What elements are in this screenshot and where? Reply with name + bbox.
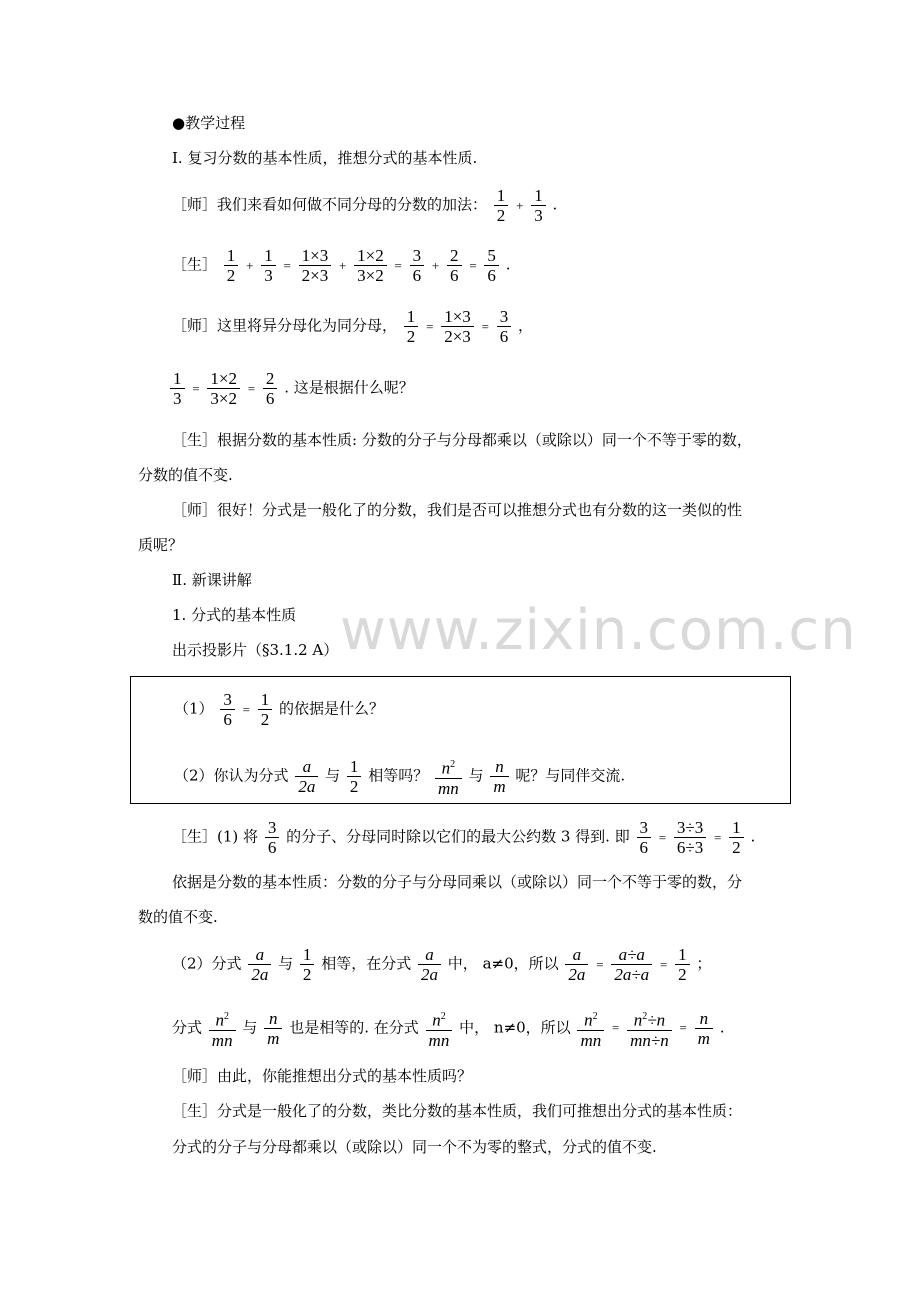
denominator: 2: [675, 964, 690, 984]
fraction: [565, 945, 588, 984]
denominator: 2: [300, 964, 315, 984]
text: ［生］: [172, 255, 218, 274]
denominator: m: [264, 1028, 282, 1048]
text: 也是相等的. 在分式: [289, 1018, 419, 1037]
text: 与: [278, 954, 294, 973]
operator: +: [516, 197, 524, 213]
text: ［师］我们来看如何做不同分母的分数的加法：: [172, 195, 488, 214]
exponent: 2: [223, 1011, 229, 1022]
text: （2）你认为分式: [174, 766, 289, 785]
fraction: [410, 246, 425, 285]
fraction: [299, 246, 332, 285]
numerator: 1: [678, 945, 687, 964]
numerator: a: [572, 945, 582, 964]
denominator: 6: [410, 265, 425, 285]
denominator: 3: [261, 265, 276, 285]
fraction: [248, 945, 271, 984]
denominator: 2a: [248, 964, 271, 984]
line-student-answer-2a: [172, 945, 711, 984]
operator: =: [283, 257, 291, 273]
denominator: mn÷n: [627, 1030, 672, 1050]
fraction: [531, 186, 546, 225]
text: ［生］(1) 将: [172, 827, 259, 846]
denominator: 3: [170, 388, 185, 408]
text: .: [505, 255, 511, 274]
fraction: [441, 307, 474, 346]
numerator: 1: [226, 246, 236, 265]
numerator: a: [425, 945, 434, 964]
exponent: 2: [642, 1011, 648, 1022]
text: 相等，在分式: [321, 954, 412, 973]
operator: =: [247, 380, 256, 396]
exponent: 2: [440, 1011, 446, 1022]
operator: =: [481, 318, 489, 334]
fraction: [300, 945, 315, 984]
var: n: [215, 1010, 224, 1030]
text: 呢？与同伴交流.: [515, 766, 626, 785]
paragraph-line: 质呢？: [138, 536, 184, 554]
fraction: [611, 945, 652, 984]
fraction: [675, 945, 690, 984]
denominator: 2: [729, 837, 744, 857]
denominator: 2: [404, 326, 419, 346]
fraction: [224, 246, 239, 285]
var: n: [584, 1010, 593, 1030]
operator: =: [659, 956, 668, 972]
operator: =: [679, 1020, 687, 1036]
text: 中，: [459, 1018, 490, 1037]
numerator: [577, 1007, 604, 1030]
numerator: 1: [496, 186, 506, 205]
denominator: 6: [637, 837, 652, 857]
denominator: 2: [494, 205, 509, 225]
text: （2）分式: [172, 954, 242, 973]
fraction: [494, 186, 509, 225]
line-teacher-add: [172, 186, 557, 225]
numerator: [435, 755, 462, 778]
line-student-answer-1: [172, 818, 755, 857]
operator: =: [469, 257, 477, 273]
text: 的依据是什么？: [279, 699, 385, 718]
numerator: 2: [450, 246, 459, 265]
numerator: 1: [173, 369, 182, 388]
fraction: [435, 755, 462, 798]
text: 相等吗？: [368, 766, 429, 785]
box-question-2: [174, 755, 625, 798]
line-teacher-common-denominator: [172, 307, 533, 346]
text: （1）: [174, 699, 214, 718]
fraction: [627, 1007, 672, 1050]
fraction: [418, 945, 441, 984]
numerator: 1×3: [444, 307, 471, 326]
denominator: 6: [497, 326, 512, 346]
fraction: [264, 1009, 282, 1048]
text: .: [719, 1018, 725, 1037]
line-student-answer-2b: [172, 1007, 725, 1050]
fraction: [347, 757, 362, 796]
numerator: 1: [349, 756, 359, 776]
numerator: a: [255, 945, 265, 964]
numerator: [209, 1007, 236, 1030]
denominator: 3×2: [207, 388, 240, 408]
fraction: [729, 818, 744, 857]
denominator: 6: [447, 265, 462, 285]
box-question-1: [174, 690, 384, 729]
numerator: n: [699, 1008, 709, 1028]
text: 分式: [172, 1018, 203, 1037]
fraction: [220, 690, 235, 729]
denominator: 6÷3: [674, 837, 706, 857]
numerator: 1×3: [301, 246, 329, 265]
text: 的分子、分母同时除以它们的最大公约数 3 得到. 即: [286, 827, 630, 846]
numerator: 3: [223, 690, 232, 709]
text: 与: [325, 766, 341, 785]
numerator: 1: [406, 307, 416, 326]
fraction: [209, 1007, 236, 1050]
fraction: [354, 246, 387, 285]
numerator: 1×2: [357, 246, 384, 265]
operator: +: [431, 257, 440, 273]
fraction: [674, 818, 706, 857]
denominator: 2×3: [299, 265, 332, 285]
denominator: m: [695, 1028, 713, 1048]
paragraph-line: 依据是分数的基本性质：分数的分子与分母同乘以（或除以）同一个不等于零的数，分: [172, 873, 743, 891]
paragraph-line: ［生］根据分数的基本性质: 分数的分子与分母都乘以（或除以）同一个不等于零的数，: [172, 431, 752, 449]
numerator: 1: [260, 690, 270, 709]
var: n: [432, 1010, 441, 1030]
fraction: [265, 818, 280, 857]
operator: +: [338, 257, 347, 273]
fraction: [263, 369, 278, 408]
paragraph-line: 数的值不变.: [138, 908, 218, 926]
fraction: [484, 246, 499, 285]
fraction: [426, 1007, 453, 1050]
line-student-compute: [172, 246, 510, 285]
operator: =: [714, 829, 722, 845]
numerator: 3: [499, 307, 509, 326]
subsection-title: 1. 分式的基本性质: [172, 606, 297, 624]
operator: =: [426, 318, 434, 334]
fraction: [490, 757, 508, 796]
section-two-title: Ⅱ. 新课讲解: [172, 571, 252, 589]
var: n: [441, 758, 451, 778]
denominator: mn: [209, 1030, 236, 1050]
text: 与: [468, 766, 484, 785]
fraction: [295, 757, 318, 796]
denominator: mn: [435, 778, 462, 798]
numerator: a: [302, 756, 312, 776]
denominator: mn: [426, 1030, 453, 1050]
fraction: [497, 307, 512, 346]
denominator: 2a: [418, 964, 441, 984]
numerator: [426, 1007, 453, 1030]
fraction: [404, 307, 419, 346]
numerator: 5: [487, 246, 496, 265]
numerator: 3÷3: [676, 818, 704, 837]
projection-note: 出示投影片（§3.1.2 A）: [172, 641, 339, 659]
var: n: [633, 1010, 643, 1030]
text: . 这是根据什么呢？: [284, 378, 414, 397]
numerator: 3: [412, 246, 422, 265]
watermark: www.zixin.com.cn: [340, 598, 857, 663]
numerator: 3: [267, 818, 277, 837]
text: 中，: [447, 954, 478, 973]
denominator: 2: [258, 709, 273, 729]
numerator: 1×2: [210, 369, 237, 388]
line-third-fraction: [168, 369, 414, 408]
operator: =: [596, 956, 604, 972]
denominator: m: [490, 776, 508, 796]
paragraph-line: ［生］分式是一般化了的分数，类比分数的基本性质，我们可推想出分式的基本性质：: [172, 1102, 743, 1120]
numerator: 1: [732, 818, 741, 837]
fraction: [577, 1007, 604, 1050]
numerator: a÷a: [618, 945, 645, 964]
numerator: 1: [302, 945, 312, 964]
denominator: 6: [263, 388, 278, 408]
text: n≠0，所以: [493, 1018, 571, 1037]
fraction: [207, 369, 240, 408]
text: 与: [242, 1018, 258, 1037]
operator: +: [246, 257, 254, 273]
numerator: n: [269, 1008, 278, 1028]
denominator: 6: [220, 709, 235, 729]
numerator: 2: [265, 369, 275, 388]
fraction: [447, 246, 462, 285]
heading-teaching-process: ●教学过程: [172, 114, 246, 132]
paragraph-line: 分数的值不变.: [138, 466, 233, 484]
operator: =: [658, 829, 667, 845]
denominator: 2×3: [441, 326, 474, 346]
section-one-title: Ⅰ. 复习分数的基本性质，推想分式的基本性质.: [172, 149, 478, 167]
denominator: 2: [347, 776, 362, 796]
text: ，: [517, 316, 533, 335]
text: .: [552, 195, 558, 214]
text: ；: [696, 954, 712, 973]
denominator: 2a: [565, 964, 588, 984]
denominator: 6: [484, 265, 499, 285]
paragraph-line: 分式的分子与分母都乘以（或除以）同一个不为零的整式，分式的值不变.: [172, 1138, 657, 1156]
operator: =: [612, 1020, 620, 1036]
denominator: 2a: [295, 776, 318, 796]
text: .: [750, 827, 756, 846]
operator: =: [242, 701, 250, 717]
operator: =: [394, 257, 402, 273]
numerator: 1: [534, 186, 543, 205]
fraction: [261, 246, 276, 285]
text: a≠0，所以: [482, 954, 559, 973]
numerator: n: [495, 756, 504, 776]
text: ［师］这里将异分母化为同分母，: [172, 316, 398, 335]
exponent: 2: [592, 1011, 598, 1022]
operator: =: [192, 380, 200, 396]
fraction: [637, 818, 652, 857]
divisor: ÷n: [647, 1010, 666, 1030]
paragraph-line: ［师］由此，你能推想出分式的基本性质吗？: [172, 1067, 473, 1085]
denominator: 6: [265, 837, 280, 857]
denominator: mn: [577, 1030, 604, 1050]
denominator: 3: [531, 205, 546, 225]
fraction: [695, 1009, 713, 1048]
numerator: 1: [264, 246, 273, 265]
exponent: 2: [450, 759, 456, 770]
fraction: [258, 690, 273, 729]
numerator: 3: [639, 818, 648, 837]
denominator: 3×2: [354, 265, 387, 285]
denominator: 2: [224, 265, 239, 285]
paragraph-line: ［师］很好！分式是一般化了的分数，我们是否可以推想分式也有分数的这一类似的性: [172, 501, 743, 519]
denominator: 2a÷a: [611, 964, 652, 984]
fraction: [170, 369, 185, 408]
numerator: [627, 1007, 672, 1030]
